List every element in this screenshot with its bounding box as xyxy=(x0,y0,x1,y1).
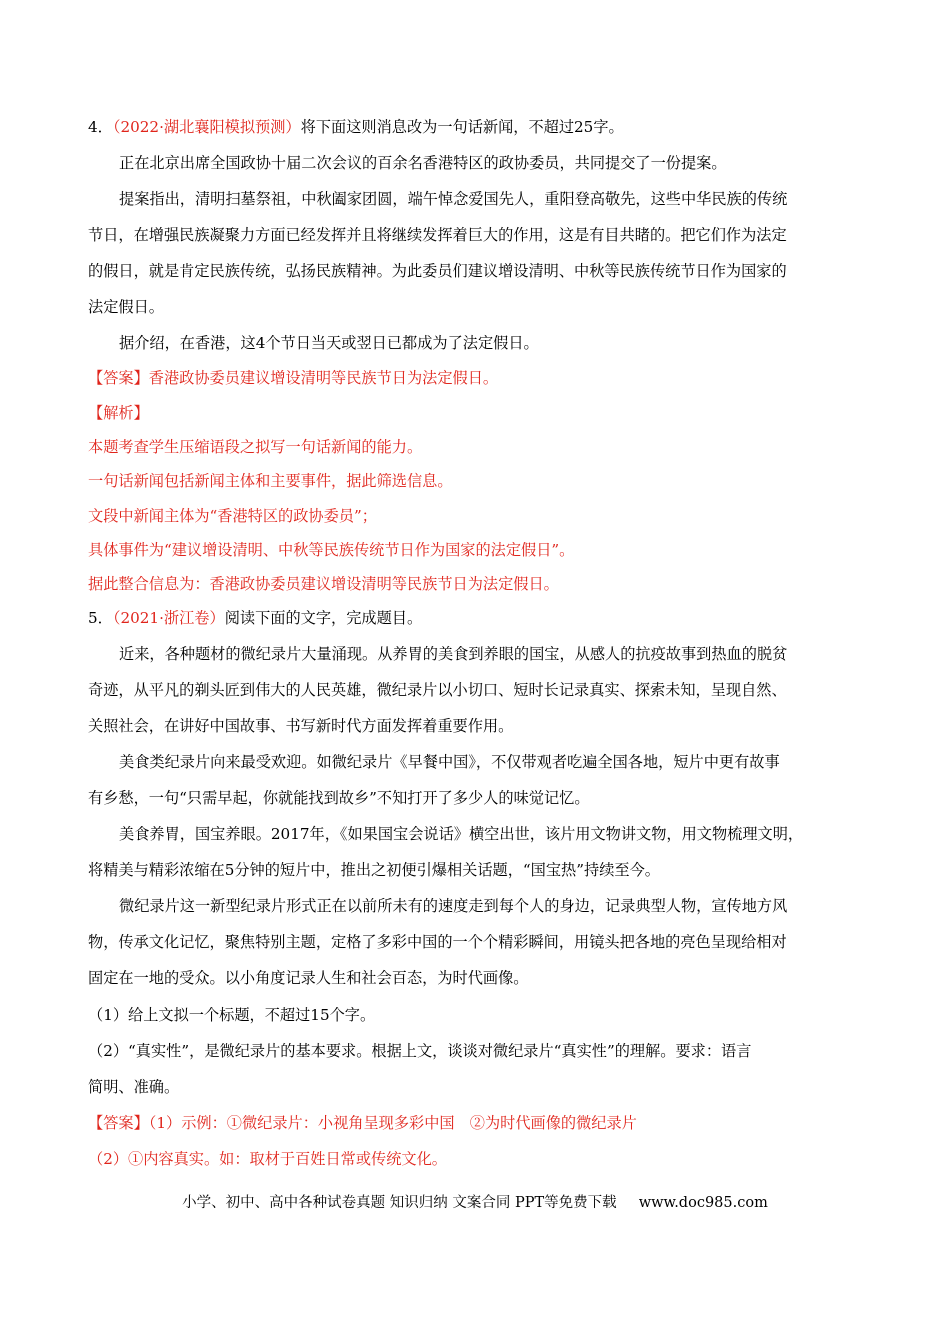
paragraph: 有乡愁，一句“只需早起，你就能找到故乡”不知打开了多少人的味觉记忆。 xyxy=(88,789,590,807)
sub-question-2: （2）“真实性”，是微纪录片的基本要求。根据上文，谈谈对微纪录片“真实性”的理解。要求：语言 xyxy=(88,1042,752,1060)
analysis-line: 具体事件为“建议增设清明、中秋等民族传统节日作为国家的法定假日”。 xyxy=(88,541,575,559)
paragraph: 正在北京出席全国政协十届二次会议的百余名香港特区的政协委员，共同提交了一份提案。 xyxy=(119,154,727,172)
paragraph: 法定假日。 xyxy=(88,298,164,316)
sub-question-2-cont: 简明、准确。 xyxy=(88,1078,180,1096)
paragraph: 美食养胃，国宝养眼。2017年，《如果国宝会说话》横空出世，该片用文物讲文物，用文物梳理文明， xyxy=(119,825,804,843)
question-source: （2022·湖北襄阳模拟预测） xyxy=(112,118,301,136)
paragraph: 关照社会，在讲好中国故事、书写新时代方面发挥着重要作用。 xyxy=(88,717,514,735)
paragraph: 微纪录片这一新型纪录片形式正在以前所未有的速度走到每个人的身边，记录典型人物，宣传地方风 xyxy=(119,897,788,915)
analysis-tag: 【解析】 xyxy=(88,404,149,422)
paragraph: 节日，在增强民族凝聚力方面已经发挥并且将继续发挥着巨大的作用，这是有目共睹的。把它们作为法定 xyxy=(88,226,787,244)
paragraph: 将精美与精彩浓缩在5分钟的短片中，推出之初便引爆相关话题，“国宝热”持续至今。 xyxy=(88,861,660,879)
answer-tag: 【答案】 xyxy=(88,1114,149,1132)
paragraph: 提案指出，清明扫墓祭祖，中秋阖家团圆，端午悼念爱国先人，重阳登高敬先，这些中华民族的传统 xyxy=(119,190,788,208)
question-source: （2021·浙江卷） xyxy=(112,609,225,627)
analysis-line: 本题考查学生压缩语段之拟写一句话新闻的能力。 xyxy=(88,438,423,456)
paragraph: 美食类纪录片向来最受欢迎。如微纪录片《早餐中国》，不仅带观者吃遍全国各地，短片中更有故事 xyxy=(119,753,780,771)
footer-text: 小学、初中、高中各种试卷真题 知识归纳 文案合同 PPT等免费下载 xyxy=(182,1195,617,1211)
question-prompt: 将下面这则消息改为一句话新闻，不超过25字。 xyxy=(300,118,624,136)
footer-site-link[interactable]: www.doc985.com xyxy=(638,1195,768,1211)
analysis-line: 一句话新闻包括新闻主体和主要事件，据此筛选信息。 xyxy=(88,472,453,490)
question-number: 4． xyxy=(88,118,113,136)
answer-line-2: （2）①内容真实。如：取材于百姓日常或传统文化。 xyxy=(88,1150,447,1168)
paragraph: 的假日，就是肯定民族传统，弘扬民族精神。为此委员们建议增设清明、中秋等民族传统节日作为国家的 xyxy=(88,262,787,280)
answer-line xyxy=(88,367,498,389)
answer-text: （1）示例：①微纪录片：小视角呈现多彩中国 ②为时代画像的微纪录片 xyxy=(148,1114,637,1132)
answer-text: 香港政协委员建议增设清明等民族节日为法定假日。 xyxy=(148,369,499,387)
question-prompt: 阅读下面的文字，完成题目。 xyxy=(224,609,423,627)
analysis-line: 文段中新闻主体为“香港特区的政协委员”； xyxy=(88,507,377,525)
question-4-header xyxy=(88,116,624,138)
page-footer xyxy=(0,1191,950,1212)
sub-question-1: （1）给上文拟一个标题，不超过15个字。 xyxy=(88,1006,376,1024)
question-number: 5． xyxy=(88,609,113,627)
paragraph: 物，传承文化记忆，聚焦特别主题，定格了多彩中国的一个个精彩瞬间，用镜头把各地的亮色呈现给相对 xyxy=(88,933,787,951)
paragraph: 据介绍，在香港，这4个节日当天或翌日已都成为了法定假日。 xyxy=(119,334,539,352)
paragraph: 奇迹，从平凡的剃头匠到伟大的人民英雄，微纪录片以小切口、短时长记录真实、探索未知，呈现自然、 xyxy=(88,681,787,699)
analysis-line: 据此整合信息为：香港政协委员建议增设清明等民族节日为法定假日。 xyxy=(88,575,559,593)
question-5-header xyxy=(88,607,422,629)
answer-line xyxy=(88,1112,637,1134)
paragraph: 近来，各种题材的微纪录片大量涌现。从养胃的美食到养眼的国宝，从感人的抗疫故事到热血的脱贫 xyxy=(119,645,788,663)
answer-tag: 【答案】 xyxy=(88,369,149,387)
paragraph: 固定在一地的受众。以小角度记录人生和社会百态，为时代画像。 xyxy=(88,969,529,987)
